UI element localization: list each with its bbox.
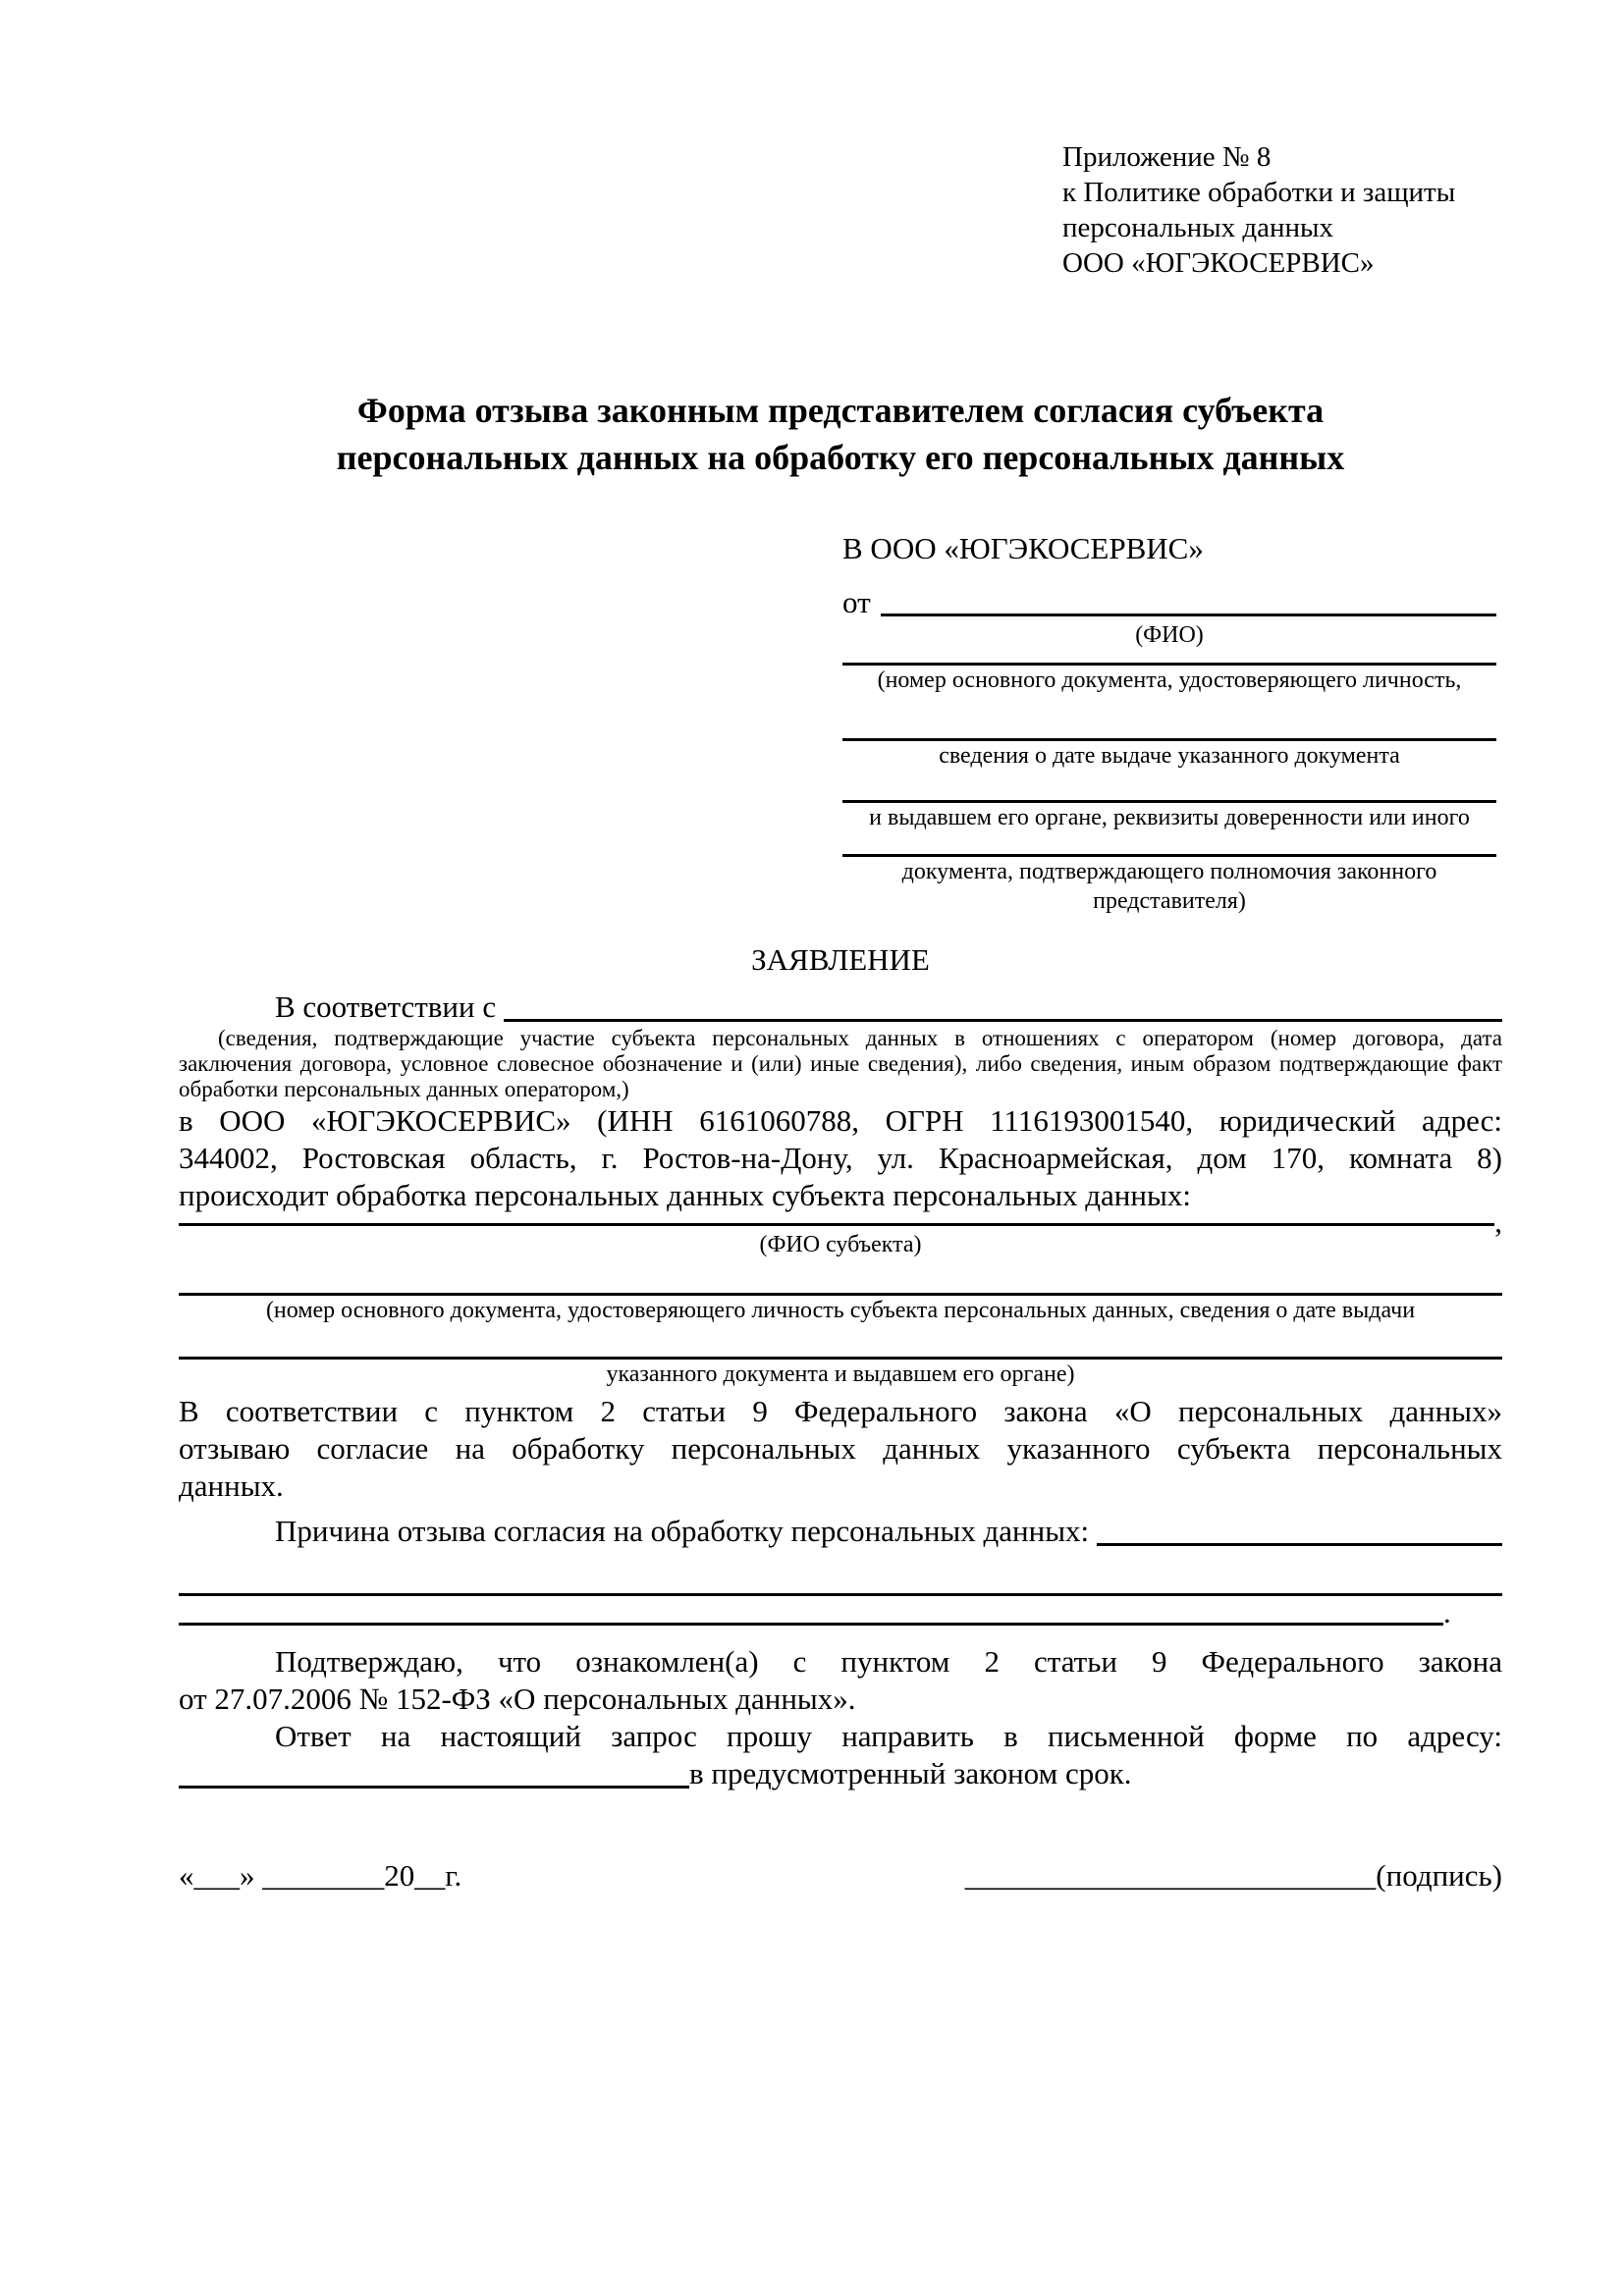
- operator-paragraph: [179, 1102, 1502, 1214]
- confirmation-line-1: Подтверждаю, что ознакомлен(а) с пунктом 2 статьи 9 Федерального закона: [275, 1644, 1502, 1679]
- confirmation-paragraph: [179, 1643, 1502, 1718]
- footer-row: [179, 1857, 1502, 1895]
- reason-blank-line: [1097, 1543, 1502, 1546]
- confirmation-line-2: от 27.07.2006 № 152-ФЗ «О персональных данных».: [179, 1682, 856, 1716]
- subject-doc-caption-2: указанного документа и выдавшем его органе): [606, 1362, 1075, 1387]
- date-line: «___» ________20__г.: [179, 1858, 462, 1893]
- appendix-line-4: ООО «ЮГЭКОСЕРВИС»: [1062, 247, 1375, 279]
- fio-caption: (ФИО): [1135, 622, 1204, 648]
- operator-line-3: происходит обработка персональных данных субъекта персональных данных:: [179, 1178, 1191, 1212]
- subject-fio-blank-line: [179, 1223, 1494, 1226]
- issuing-authority-blank-line: [842, 771, 1496, 803]
- subject-doc-blank-line-1: [179, 1259, 1502, 1296]
- signature-blank-line: ___________________________: [964, 1858, 1377, 1893]
- representative-doc-caption: документа, подтверждающего полномочия законного представителя): [901, 859, 1437, 914]
- note-line-1: (сведения, подтверждающие участие субъекта персональных данных в отношениях с оператором (номер договора, дата: [218, 1026, 1502, 1050]
- title-line-1: Форма отзыва законным представителем согласия субъекта: [356, 391, 1325, 430]
- from-label: от: [842, 585, 871, 619]
- representative-doc-blank-line: [842, 832, 1496, 857]
- issue-date-caption: сведения о дате выдаче указанного документа: [939, 743, 1400, 769]
- accordance-blank-line: [504, 1019, 1502, 1022]
- law-line-2: отзываю согласие на обработку персональных данных указанного субъекта персональных: [179, 1431, 1502, 1466]
- operator-line-1: в ООО «ЮГЭКОСЕРВИС» (ИНН 6161060788, ОГРН 1116193001540, юридический адрес:: [179, 1103, 1502, 1138]
- subject-fio-comma: ,: [1494, 1204, 1502, 1239]
- from-row: [842, 581, 1496, 620]
- law-line-1: В соответствии с пунктом 2 статьи 9 Федерального закона «О персональных данных»: [179, 1394, 1502, 1428]
- answer-address-row: [179, 1755, 1502, 1792]
- doc-number-caption: (номер основного документа, удостоверяющего личность,: [877, 667, 1462, 693]
- address-blank-line: [179, 1786, 689, 1789]
- addressee-block: [842, 530, 1496, 914]
- reason-row: [179, 1511, 1502, 1550]
- appendix-line-1: Приложение № 8: [1062, 141, 1272, 173]
- reason-blank-row-3: [179, 1596, 1502, 1629]
- reason-blank-line-3: [179, 1623, 1443, 1626]
- statement-heading: ЗАЯВЛЕНИЕ: [751, 942, 930, 977]
- answer-paragraph: [179, 1718, 1502, 1792]
- addressee-organization: В ООО «ЮГЭКОСЕРВИС»: [842, 531, 1204, 565]
- subject-doc-blank-line-2: [179, 1325, 1502, 1360]
- law-paragraph: [179, 1393, 1502, 1505]
- appendix-line-2: к Политике обработки и защиты: [1062, 177, 1456, 208]
- subject-doc-caption-1: (номер основного документа, удостоверяющего личность субъекта персональных данных, сведения о дате выдачи: [265, 1298, 1416, 1323]
- doc-number-blank-line: [842, 650, 1496, 666]
- statement-body: [179, 987, 1502, 1792]
- fio-blank-line: [881, 614, 1496, 616]
- signature-block: [965, 1857, 1502, 1895]
- document-title: [179, 387, 1502, 481]
- note-line-2: заключения договора, условное словесное обозначение и (или) иные сведения), либо сведения, иным образом подтверждающие факт: [179, 1051, 1502, 1076]
- title-line-2: персональных данных на обработку его персональных данных: [336, 438, 1345, 477]
- answer-line-1: Ответ на настоящий запрос прошу направить в письменной форме по адресу:: [275, 1719, 1502, 1753]
- accordance-label: В соответствии с: [275, 989, 497, 1024]
- subject-fio-row: [179, 1204, 1502, 1239]
- signature-caption: (подпись): [1376, 1858, 1502, 1893]
- note-line-3: обработки персональных данных оператором,): [179, 1077, 629, 1101]
- answer-suffix: в предусмотренный законом срок.: [689, 1756, 1132, 1790]
- issue-date-blank-line: [842, 695, 1496, 741]
- participation-note: [179, 1026, 1502, 1102]
- accordance-row: [179, 987, 1502, 1026]
- reason-blank-line-2: [179, 1550, 1502, 1596]
- issuing-authority-caption: и выдавшем его органе, реквизиты доверенности или иного: [869, 805, 1470, 830]
- subject-fio-caption: (ФИО субъекта): [759, 1232, 922, 1257]
- reason-period: .: [1443, 1595, 1451, 1629]
- reason-label: Причина отзыва согласия на обработку персональных данных:: [275, 1514, 1090, 1548]
- appendix-line-3: персональных данных: [1062, 212, 1334, 243]
- law-line-3: данных.: [179, 1468, 284, 1503]
- appendix-block: [1062, 139, 1455, 281]
- operator-line-2: 344002, Ростовская область, г. Ростов-на-Дону, ул. Красноармейская, дом 170, комната 8): [179, 1141, 1502, 1175]
